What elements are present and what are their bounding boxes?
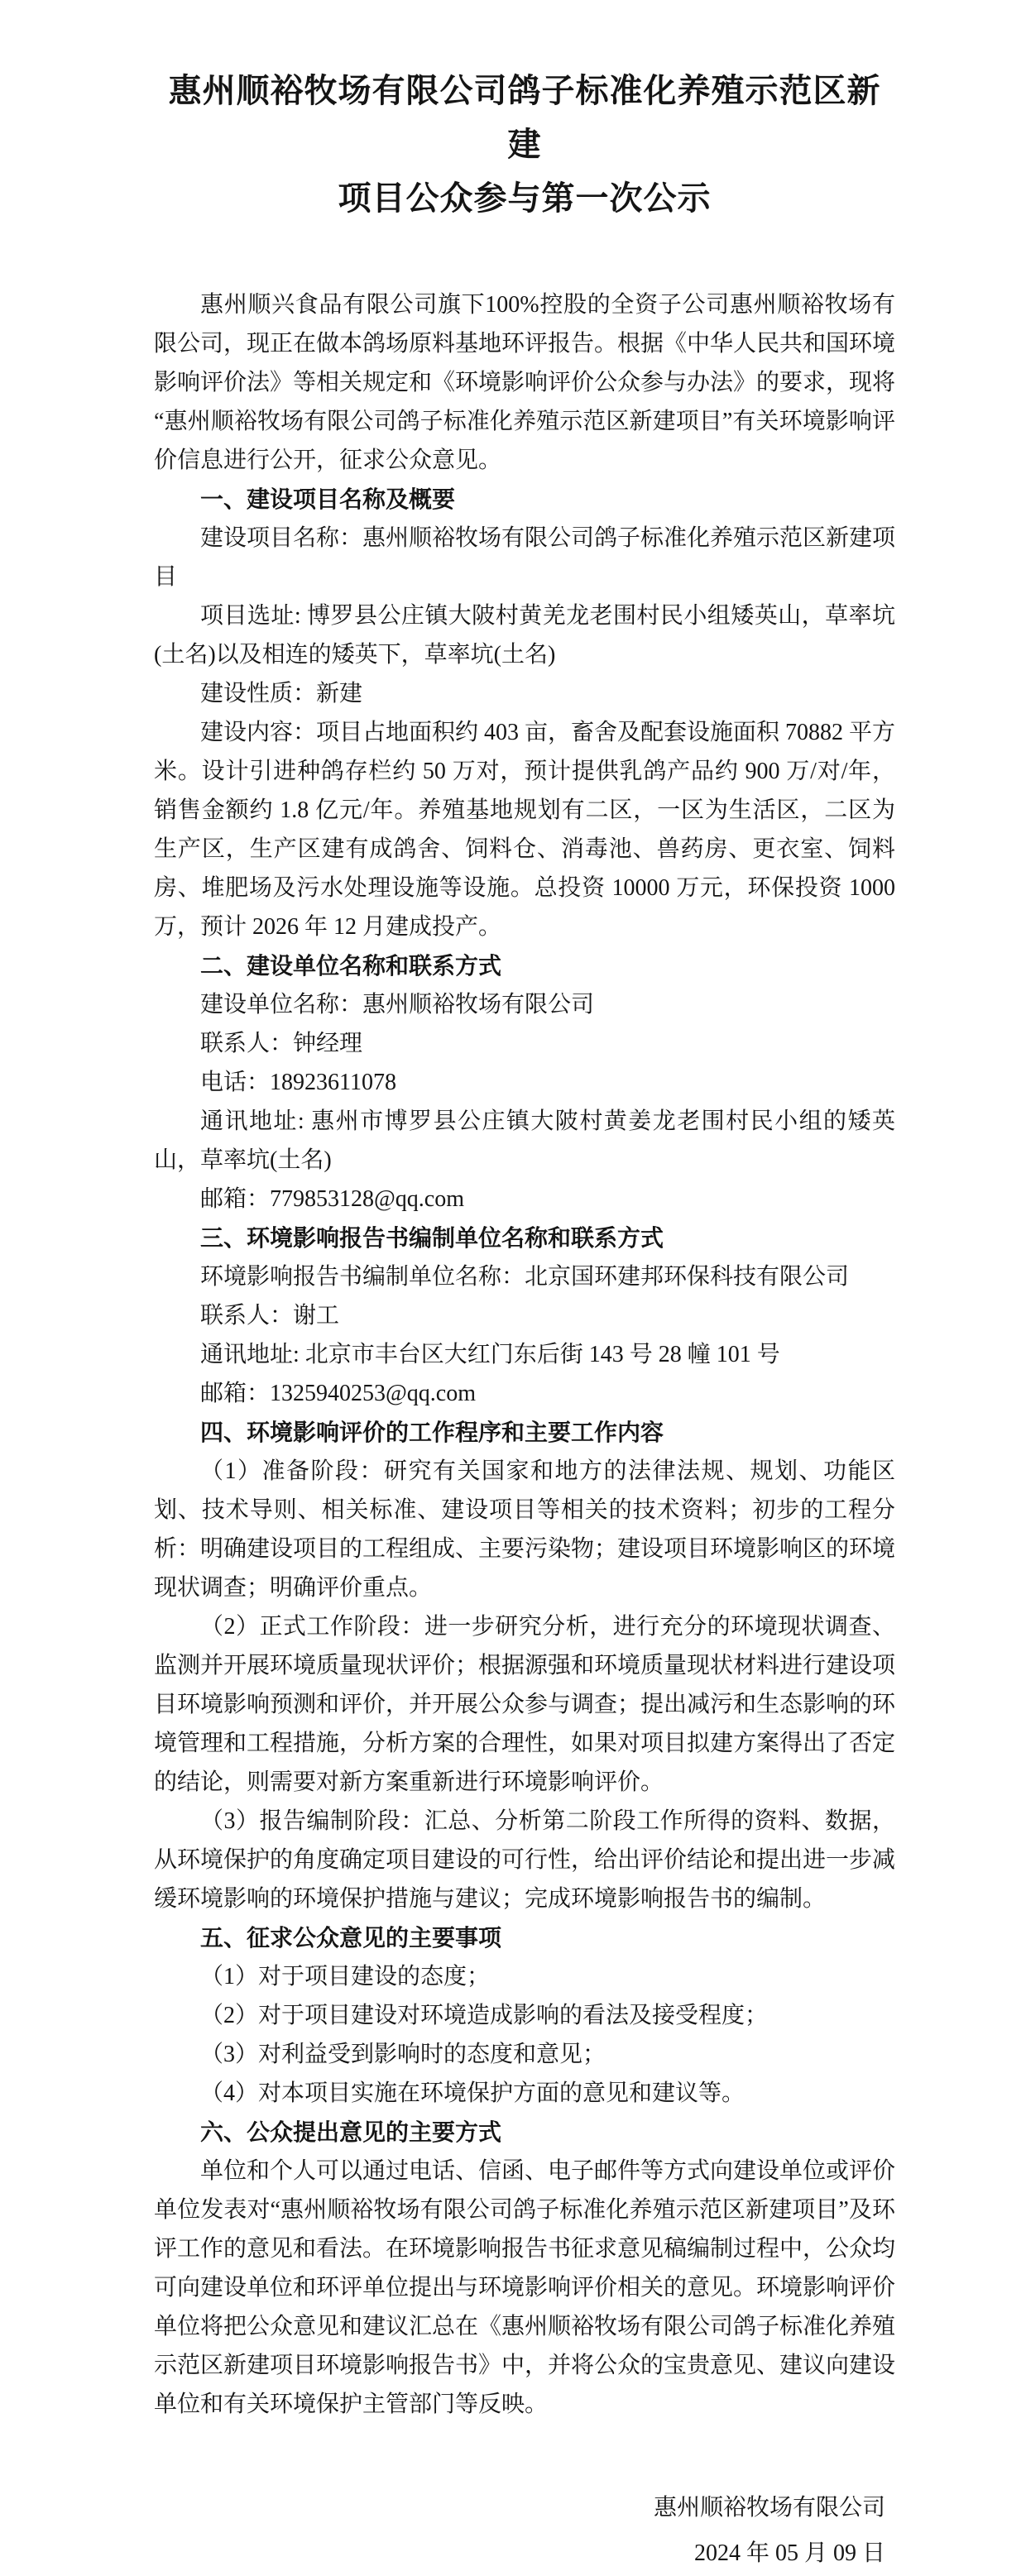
para-eia-address: 通讯地址: 北京市丰台区大红门东后街 143 号 28 幢 101 号 (200, 1342, 780, 1367)
para-stage-2: （2）正式工作阶段：进一步研究分析，进行充分的环境现状调查、监测并开展环境质量现状评价；根据源强和环境质量现状材料进行建设项目环境影响预测和评价，并开展公众参与调查；提出减污和生态影响的环境管理和工程措施，分析方案的合理性，如果对项目拟建方案得出了否定的结论，则需要对新方案重新进行环境影响评价。 (154, 1614, 896, 1795)
signature-company: 惠州顺裕牧场有限公司 (653, 2495, 885, 2521)
para-builder-email: 邮箱：779853128@qq.com (200, 1186, 464, 1212)
para-project-nature: 建设性质：新建 (200, 681, 363, 706)
para-project-name: 建设项目名称：惠州顺裕牧场有限公司鸽子标准化养殖示范区新建项目 (154, 525, 896, 590)
para-project-site: 项目选址: 博罗县公庄镇大陂村黄羌龙老围村民小组矮英山，草率坑(土名)以及相连的矮英下，草率坑(土名) (154, 603, 895, 668)
heading-section-6: 六、公众提出意见的主要方式 (200, 2119, 502, 2145)
para-eia-email: 邮箱：1325940253@qq.com (200, 1381, 476, 1406)
para-builder-name: 建设单位名称：惠州顺裕牧场有限公司 (200, 992, 595, 1017)
signature-block (154, 2485, 895, 2576)
para-opinion-item-3: （3）对利益受到影响时的态度和意见； (200, 2042, 606, 2067)
heading-section-5: 五、征求公众意见的主要事项 (200, 1925, 502, 1951)
heading-section-1: 一、建设项目名称及概要 (200, 486, 456, 512)
heading-section-2: 二、建设单位名称和联系方式 (200, 953, 502, 979)
para-opinion-item-2: （2）对于项目建设对环境造成影响的看法及接受程度； (200, 2003, 769, 2028)
para-project-content: 建设内容：项目占地面积约 403 亩，畜舍及配套设施面积 70882 平方米。设计引进种鸽存栏约 50 万对，预计提供乳鸽产品约 900 万/对/年，销售金额约 1.8 亿元/年。养殖基地规划有二区，一区为生活区，二区为生产区，生产区建有成鸽舍、饲料仓、消毒池、兽药房、更衣室、饲料房、堆肥场及污水处理设施等设施。总投资 10000 万元，环保投资 1000 万，预计 2026 年 12 月建成投产。 (154, 720, 896, 940)
para-feedback-methods: 单位和个人可以通过电话、信函、电子邮件等方式向建设单位或评价单位发表对“惠州顺裕牧场有限公司鸽子标准化养殖示范区新建项目”及环评工作的意见和看法。在环境影响报告书征求意见稿编制过程中，公众均可向建设单位和环评单位提出与环境影响评价相关的意见。环境影响评价单位将把公众意见和建议汇总在《惠州顺裕牧场有限公司鸽子标准化养殖示范区新建项目环境影响报告书》中，并将公众的宝贵意见、建议向建设单位和有关环境保护主管部门等反映。 (154, 2158, 896, 2417)
para-stage-1: （1）准备阶段：研究有关国家和地方的法律法规、规划、功能区划、技术导则、相关标准、建设项目等相关的技术资料；初步的工程分析：明确建设项目的工程组成、主要污染物；建设项目环境影响区的环境现状调查；明确评价重点。 (154, 1458, 896, 1601)
para-intro: 惠州顺兴食品有限公司旗下100%控股的全资子公司惠州顺裕牧场有限公司，现正在做本鸽场原料基地环评报告。根据《中华人民共和国环境影响评价法》等相关规定和《环境影响评价公众参与办法》的要求，现将“惠州顺裕牧场有限公司鸽子标准化养殖示范区新建项目”有关环境影响评价信息进行公开，征求公众意见。 (154, 292, 896, 473)
para-opinion-item-4: （4）对本项目实施在环境保护方面的意见和建议等。 (200, 2080, 746, 2106)
signature-date: 2024 年 05 月 09 日 (693, 2540, 885, 2566)
heading-section-3: 三、环境影响报告书编制单位名称和联系方式 (200, 1225, 664, 1251)
para-builder-phone: 电话：18923611078 (200, 1070, 396, 1095)
document-title (154, 65, 895, 226)
para-builder-address: 通讯地址: 惠州市博罗县公庄镇大陂村黄姜龙老围村民小组的矮英山，草率坑(土名) (154, 1108, 895, 1173)
title-line-2: 项目公众参与第一次公示 (338, 180, 712, 217)
para-eia-unit-name: 环境影响报告书编制单位名称：北京国环建邦环保科技有限公司 (200, 1264, 850, 1290)
para-opinion-item-1: （1）对于项目建设的态度； (200, 1964, 491, 1989)
heading-section-4: 四、环境影响评价的工作程序和主要工作内容 (200, 1420, 664, 1445)
para-stage-3: （3）报告编制阶段：汇总、分析第二阶段工作所得的资料、数据，从环境保护的角度确定项目建设的可行性，给出评价结论和提出进一步减缓环境影响的环境保护措施与建议；完成环境影响报告书的编制。 (154, 1808, 896, 1912)
para-builder-contact: 联系人：钟经理 (200, 1031, 363, 1056)
para-eia-contact: 联系人：谢工 (200, 1303, 340, 1329)
title-line-1: 惠州顺裕牧场有限公司鸽子标准化养殖示范区新建 (168, 73, 881, 163)
